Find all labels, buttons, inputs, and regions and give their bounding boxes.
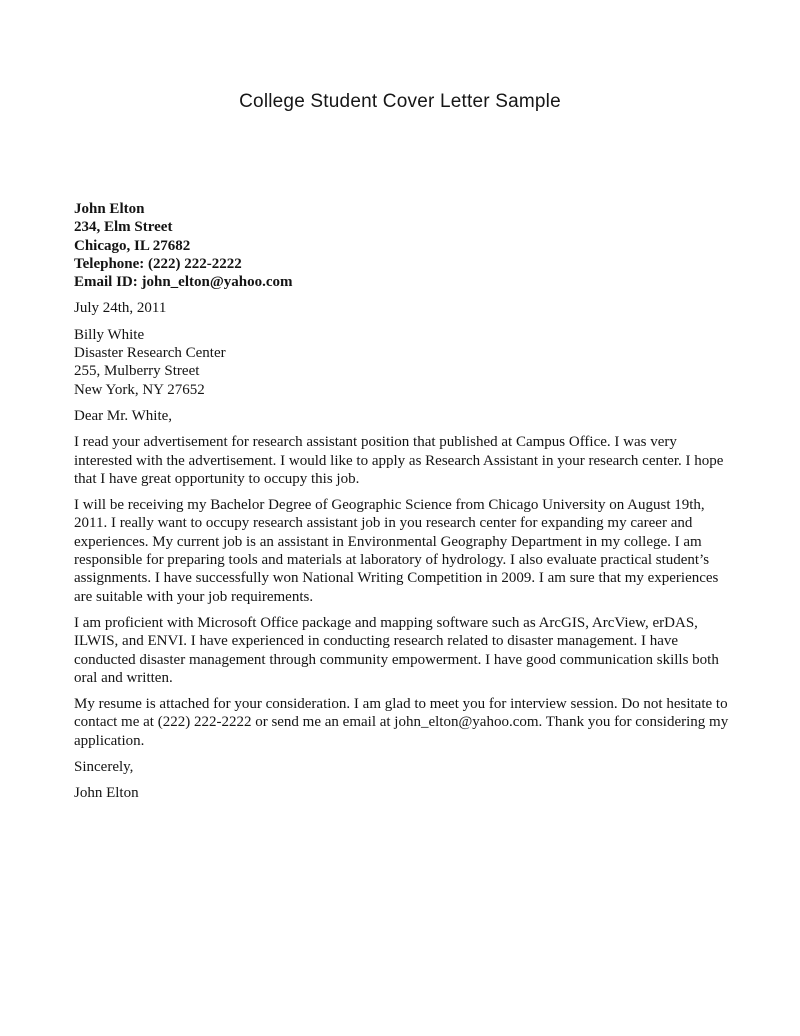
paragraph-2: I will be receiving my Bachelor Degree of Geographic Science from Chicago University on August 19th, 2011. I really want to occupy research assistant job in you research center for expanding my career and experiences. My current job is an assistant in Environmental Geography Department in my college. I am responsible for preparing tools and materials at laboratory of hydrology. I also evaluate practical student’s assignments. I have successfully won National Writing Competition in 2009. I am sure that my experiences are suitable with your job requirements. — [74, 497, 719, 605]
recipient-address-line2: New York, NY 27652 — [74, 381, 205, 398]
paragraph-3: I am proficient with Microsoft Office package and mapping software such as ArcGIS, ArcView, erDAS, ILWIS, and ENVI. I have experienced in conducting research related to disaster management. I have conducted disaster management through community empowerment. I have good communication skills both oral and written. — [74, 614, 719, 686]
paragraph-4: My resume is attached for your consideration. I am glad to meet you for interview session. Do not hesitate to contact me at (222) 222-2222 or send me an email at john_elton@yahoo.com. Thank you for considering my application. — [74, 696, 729, 749]
sender-address-line2: Chicago, IL 27682 — [74, 237, 191, 254]
sender-block — [74, 200, 730, 291]
sender-telephone: Telephone: (222) 222-2222 — [74, 255, 242, 272]
paragraph-1: I read your advertisement for research assistant position that published at Campus Office. I was very interested with the advertisement. I would like to apply as Research Assistant in your research center. I hope that I have great opportunity to occupy this job. — [74, 434, 724, 487]
page-title: College Student Cover Letter Sample — [239, 91, 561, 112]
letter-body — [74, 200, 730, 803]
recipient-name: Billy White — [74, 326, 145, 343]
signature: John Elton — [74, 785, 139, 802]
sender-name: John Elton — [74, 201, 145, 217]
letter-date: July 24th, 2011 — [74, 300, 167, 317]
sender-email: Email ID: john_elton@yahoo.com — [74, 274, 293, 291]
closing: Sincerely, — [74, 759, 134, 776]
sender-address-line1: 234, Elm Street — [74, 219, 173, 236]
recipient-organization: Disaster Research Center — [74, 345, 226, 362]
recipient-address-line1: 255, Mulberry Street — [74, 363, 200, 380]
salutation: Dear Mr. White, — [74, 407, 173, 424]
recipient-block — [74, 326, 730, 399]
